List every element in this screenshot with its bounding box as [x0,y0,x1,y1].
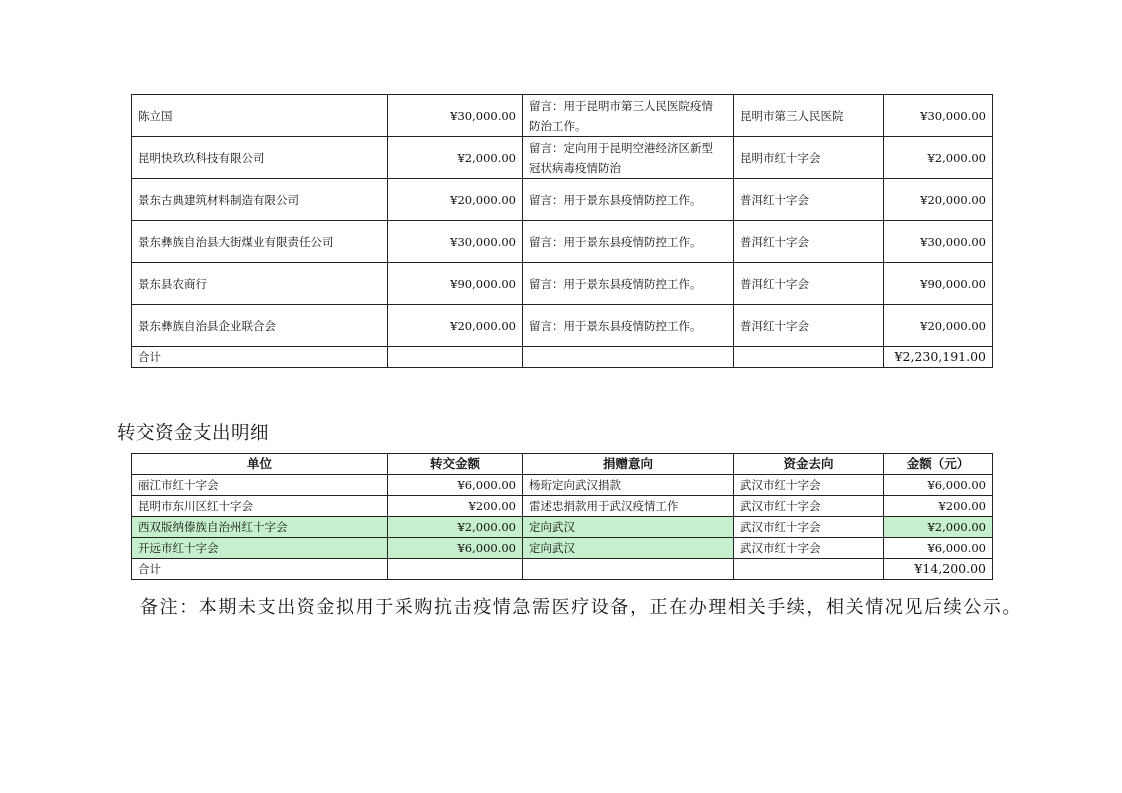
section-title: 转交资金支出明细 [117,423,270,444]
dest-amount-cell: ¥2,000.00 [884,517,993,538]
empty-cell [388,347,523,368]
dest-amount-cell: ¥6,000.00 [884,538,993,559]
table-row [132,221,993,263]
dest-amount-cell: ¥90,000.00 [884,263,993,305]
amount-cell: ¥30,000.00 [388,221,523,263]
header-row [132,454,993,475]
table-row [132,475,993,496]
total-label: 合计 [132,559,388,580]
destination-cell: 普洱红十字会 [734,305,884,347]
amount-cell: ¥2,000.00 [388,137,523,179]
donations-table [131,94,993,368]
destination-cell: 普洱红十字会 [734,221,884,263]
amount-cell: ¥200.00 [388,496,523,517]
empty-cell [523,347,734,368]
dest-amount-cell: ¥30,000.00 [884,221,993,263]
amount-cell: ¥2,000.00 [388,517,523,538]
remark-paragraph: 备注：本期未支出资金拟用于采购抗击疫情急需医疗设备，正在办理相关手续，相关情况见后续公示。 [140,597,1022,618]
intent-cell: 定向武汉 [523,517,734,538]
unit-cell: 景东县农商行 [132,263,388,305]
dest-amount-cell: ¥20,000.00 [884,179,993,221]
table-row [132,263,993,305]
table-row [132,517,993,538]
destination-cell: 昆明市红十字会 [734,137,884,179]
table-row [132,496,993,517]
destination-cell: 武汉市红十字会 [734,496,884,517]
total-amount: ¥14,200.00 [884,559,993,580]
total-row [132,347,993,368]
dest-amount-cell: ¥30,000.00 [884,95,993,137]
dest-amount-cell: ¥6,000.00 [884,475,993,496]
header-dest-amount: 金额（元） [884,454,993,475]
intent-cell: 杨珩定向武汉捐款 [523,475,734,496]
destination-cell: 普洱红十字会 [734,263,884,305]
total-row [132,559,993,580]
unit-cell: 景东彝族自治县企业联合会 [132,305,388,347]
destination-cell: 武汉市红十字会 [734,475,884,496]
destination-cell: 昆明市第三人民医院 [734,95,884,137]
dest-amount-cell: ¥2,000.00 [884,137,993,179]
transfer-table [131,453,993,580]
unit-cell: 昆明快玖玖科技有限公司 [132,137,388,179]
note-cell: 留言：用于景东县疫情防控工作。 [523,221,734,263]
amount-cell: ¥30,000.00 [388,95,523,137]
note-cell: 留言：定向用于昆明空港经济区新型冠状病毒疫情防治 [523,137,734,179]
table-row [132,137,993,179]
amount-cell: ¥6,000.00 [388,538,523,559]
destination-cell: 普洱红十字会 [734,179,884,221]
intent-cell: 定向武汉 [523,538,734,559]
table-row [132,538,993,559]
dest-amount-cell: ¥20,000.00 [884,305,993,347]
empty-cell [734,347,884,368]
amount-cell: ¥6,000.00 [388,475,523,496]
header-unit: 单位 [132,454,388,475]
unit-cell: 景东古典建筑材料制造有限公司 [132,179,388,221]
amount-cell: ¥20,000.00 [388,179,523,221]
table-row [132,179,993,221]
empty-cell [523,559,734,580]
note-cell: 留言：用于景东县疫情防控工作。 [523,263,734,305]
destination-cell: 武汉市红十字会 [734,538,884,559]
note-cell: 留言：用于景东县疫情防控工作。 [523,305,734,347]
unit-cell: 开远市红十字会 [132,538,388,559]
unit-cell: 陈立国 [132,95,388,137]
empty-cell [734,559,884,580]
empty-cell [388,559,523,580]
total-label: 合计 [132,347,388,368]
dest-amount-cell: ¥200.00 [884,496,993,517]
unit-cell: 西双版纳傣族自治州红十字会 [132,517,388,538]
header-destination: 资金去向 [734,454,884,475]
destination-cell: 武汉市红十字会 [734,517,884,538]
unit-cell: 景东彝族自治县大街煤业有限责任公司 [132,221,388,263]
note-cell: 留言：用于昆明市第三人民医院疫情防治工作。 [523,95,734,137]
unit-cell: 昆明市东川区红十字会 [132,496,388,517]
unit-cell: 丽江市红十字会 [132,475,388,496]
intent-cell: 雷述忠捐款用于武汉疫情工作 [523,496,734,517]
table-row [132,305,993,347]
table-row [132,95,993,137]
total-amount: ¥2,230,191.00 [884,347,993,368]
header-amount: 转交金额 [388,454,523,475]
amount-cell: ¥90,000.00 [388,263,523,305]
header-intent: 捐赠意向 [523,454,734,475]
note-cell: 留言：用于景东县疫情防控工作。 [523,179,734,221]
amount-cell: ¥20,000.00 [388,305,523,347]
